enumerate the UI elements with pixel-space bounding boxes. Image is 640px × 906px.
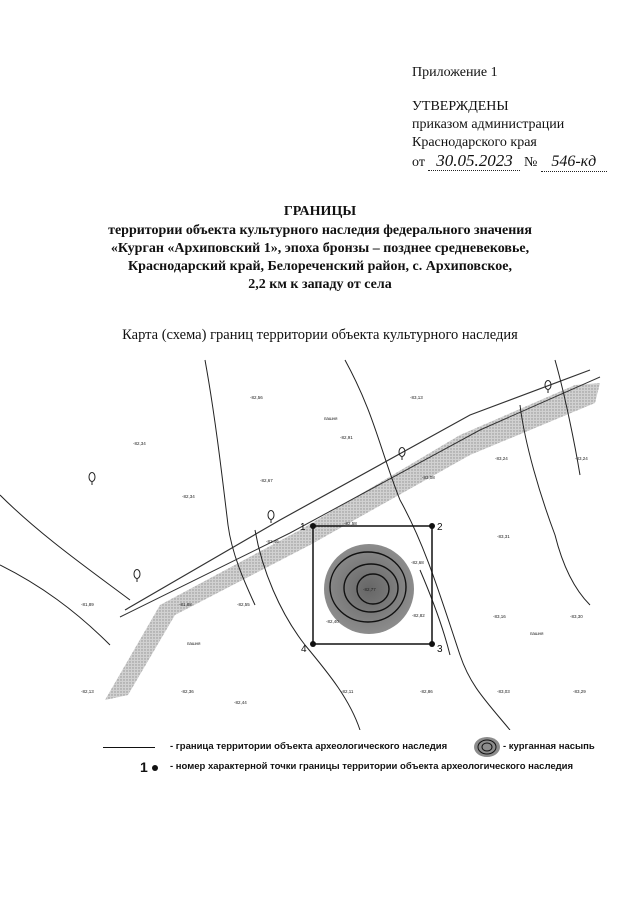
elevation-mark: -83,24 <box>495 456 508 461</box>
point-label-4: 4 <box>301 644 307 655</box>
point-2 <box>429 523 435 529</box>
elevation-mark: -82,68 <box>411 560 424 565</box>
appendix-label: Приложение 1 <box>412 65 498 80</box>
elevation-mark: -82,67 <box>260 478 273 483</box>
elevation-mark: -82,82 <box>412 613 425 618</box>
land-use-label: пашня <box>530 631 544 636</box>
point-legend-dot <box>152 765 158 771</box>
elevation-mark: -82,56 <box>250 395 263 400</box>
elevation-mark: -82,34 <box>182 494 195 499</box>
title-line-3: Краснодарский край, Белореченский район, с. Архиповское, <box>128 259 512 274</box>
legend-point-text: - номер характерной точки границы территории объекта археологического наследия <box>170 761 574 772</box>
elevation-mark: -82,91 <box>340 435 353 440</box>
elevation-mark: -83,30 <box>570 614 583 619</box>
elevation-mark: -83,13 <box>410 395 423 400</box>
elevation-mark: -83,24 <box>575 456 588 461</box>
contour-line <box>0 495 130 600</box>
title-line-4: 2,2 км к западу от села <box>248 277 392 292</box>
elevation-mark: -82,44 <box>234 700 247 705</box>
elevation-mark: -83,31 <box>497 534 510 539</box>
elevation-mark: -82,34 <box>133 441 146 446</box>
approved-label: УТВЕРЖДЕНЫ <box>412 99 509 114</box>
point-label-1: 1 <box>300 522 306 533</box>
elevation-mark: -82,86 <box>420 689 433 694</box>
point-legend-number: 1 <box>140 759 148 775</box>
order-line-2: Краснодарского края <box>412 135 537 150</box>
point-label-2: 2 <box>437 522 443 533</box>
elevation-mark: -83,08 <box>422 475 435 480</box>
elevation-mark: -82,58 <box>344 521 357 526</box>
elevation-mark: -82,77 <box>363 587 376 592</box>
date-value: 30.05.2023 <box>428 152 520 171</box>
tree-icon <box>89 473 95 486</box>
land-use-label: пашня <box>187 641 201 646</box>
point-label-3: 3 <box>437 644 443 655</box>
tree-icon <box>134 570 140 583</box>
number-prefix: № <box>523 155 538 170</box>
document-title: ГРАНИЦЫ <box>283 204 357 219</box>
land-use-label: пашня <box>324 416 338 421</box>
point-3 <box>429 641 435 647</box>
elevation-labels <box>81 395 588 705</box>
map-caption: Карта (схема) границ территории объекта культурного наследия <box>122 327 518 343</box>
elevation-mark: -83,16 <box>493 614 506 619</box>
point-1 <box>310 523 316 529</box>
order-line-1: приказом администрации <box>412 117 565 132</box>
elevation-mark: -83,29 <box>573 689 586 694</box>
elevation-mark: -82,55 <box>237 602 250 607</box>
boundary-map <box>0 355 640 730</box>
mound-legend-icon <box>472 736 502 758</box>
date-prefix: от <box>412 155 425 170</box>
elevation-mark: -82,46 <box>266 539 279 544</box>
road-band <box>105 383 600 700</box>
elevation-mark: -82,11 <box>341 689 354 694</box>
title-line-1: территории объекта культурного наследия федерального значения <box>108 223 532 238</box>
contour-line <box>520 405 590 605</box>
number-value: 546-кд <box>541 153 607 172</box>
point-4 <box>310 641 316 647</box>
order-date-line <box>412 152 612 172</box>
legend-boundary-text: - граница территории объекта археологического наследия <box>170 741 448 752</box>
elevation-mark: -82,36 <box>181 689 194 694</box>
boundary-line-symbol <box>103 747 155 748</box>
tree-icon <box>268 511 274 524</box>
title-line-2: «Курган «Архиповский 1», эпоха бронзы – позднее средневековье, <box>110 241 530 256</box>
elevation-mark: -82,40 <box>326 619 339 624</box>
elevation-mark: -81,89 <box>81 602 94 607</box>
elevation-mark: -81,88 <box>179 602 192 607</box>
elevation-mark: -82,13 <box>81 689 94 694</box>
legend-mound-text: - курганная насыпь <box>503 741 595 752</box>
elevation-mark: -83,03 <box>497 689 510 694</box>
